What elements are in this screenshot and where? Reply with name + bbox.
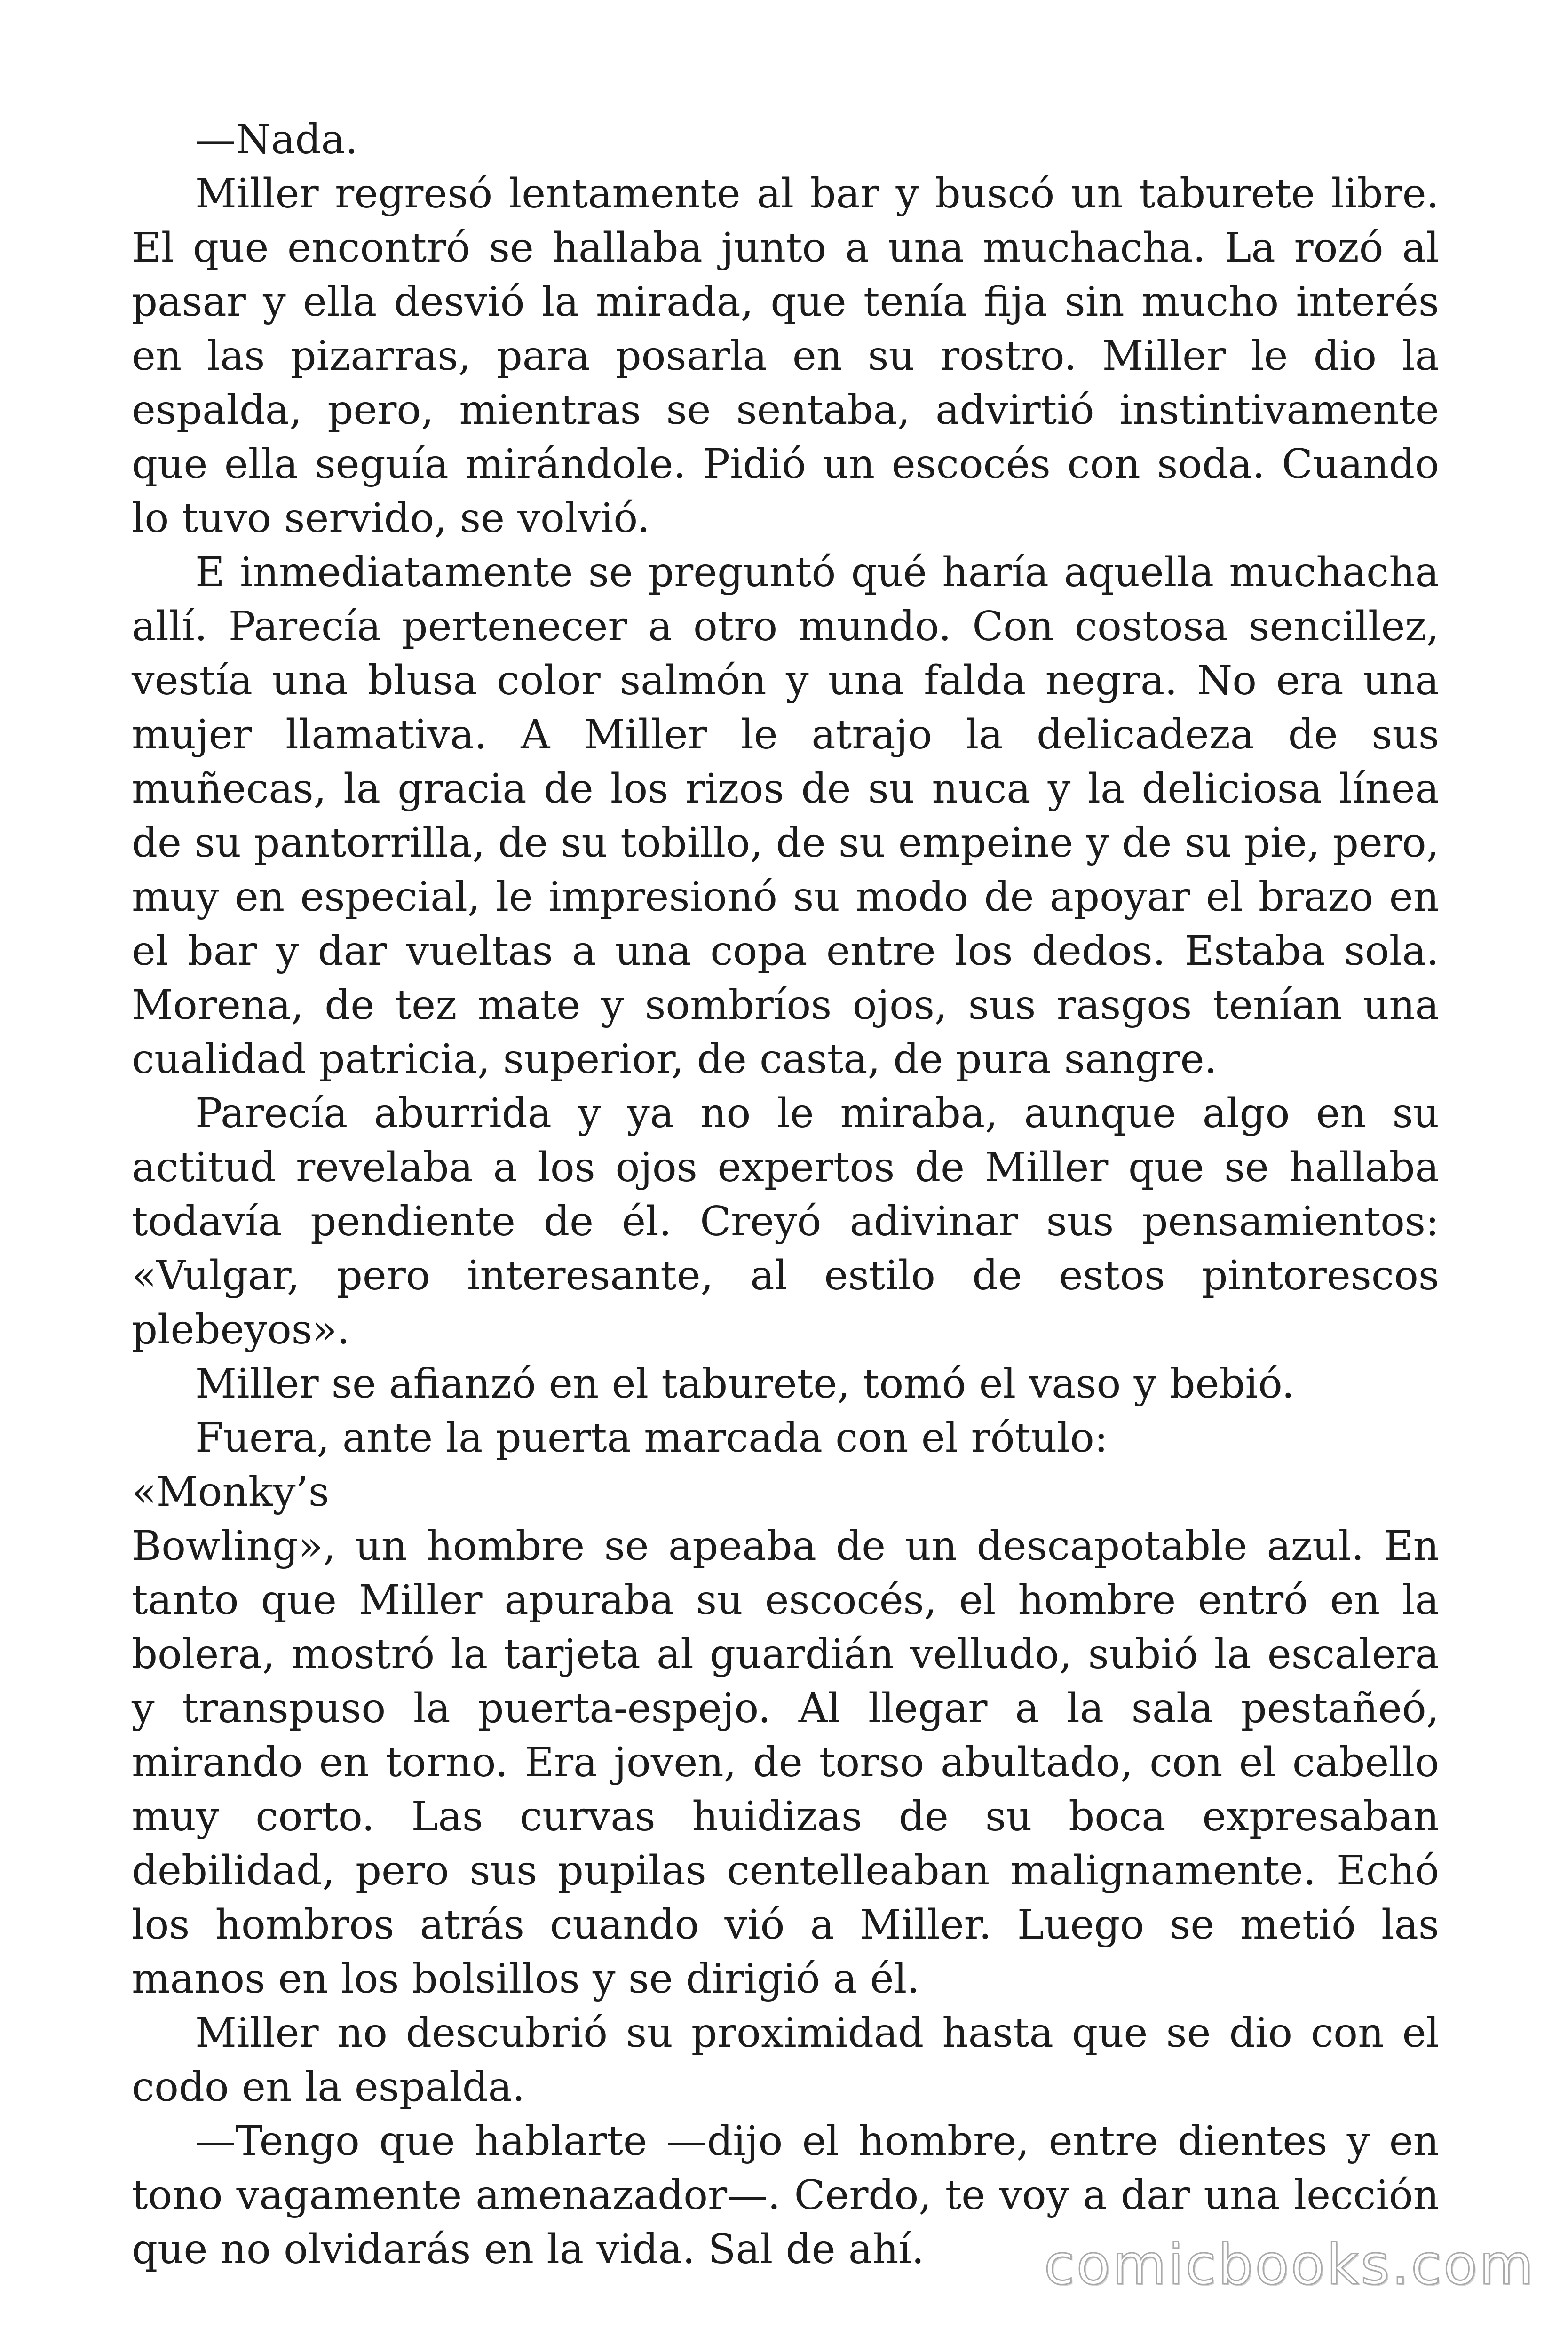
paragraph-7: «Monky’s bbox=[132, 1469, 330, 1516]
paragraph-9: Miller no descubrió su proximidad hasta que se dio con el codo en la espalda. bbox=[132, 2010, 1439, 2111]
paragraph-3: E inmediatamente se preguntó qué haría aquella muchacha allí. Parecía pertenecer a otro mundo. Con costosa sencillez, vestía una blusa color salmón y una falda negra. No era una mujer llamativa. A Miller le atrajo la delicadeza de sus muñecas, la gracia de los rizos de su nuca y la deliciosa línea de su pantorrilla, de su tobillo, de su empeine y de su pie, pero, muy en especial, le impresionó su modo de apoyar el brazo en el bar y dar vueltas a una copa entre los dedos. Estaba sola. Morena, de tez mate y sombríos ojos, sus rasgos tenían una cualidad patricia, superior, de casta, de pura sangre. bbox=[132, 549, 1439, 1083]
paragraph-6: Fuera, ante la puerta marcada con el rótulo: bbox=[195, 1414, 1108, 1462]
paragraph-5: Miller se afianzó en el taburete, tomó el vaso y bebió. bbox=[195, 1360, 1295, 1407]
paragraph-1: —Nada. bbox=[195, 116, 358, 163]
paragraph-8: Bowling», un hombre se apeaba de un descapotable azul. En tanto que Miller apuraba su escocés, el hombre entró en la bolera, mostró la tarjeta al guardián velludo, subió la escalera y transpuso la puerta-espejo. Al llegar a la sala pestañeó, mirando en torno. Era joven, de torso abultado, con el cabello muy corto. Las curvas huidizas de su boca expresaban debilidad, pero sus pupilas centelleaban malignamente. Echó los hombros atrás cuando vió a Miller. Luego se metió las manos en los bolsillos y se dirigió a él. bbox=[132, 1523, 1439, 2002]
watermark: comicbooks.com bbox=[1044, 2232, 1535, 2297]
paragraph-2: Miller regresó lentamente al bar y buscó un taburete libre. El que encontró se hallaba junto a una muchacha. La rozó al pasar y ella desvió la mirada, que tenía fija sin mucho interés en las pizarras, para posarla en su rostro. Miller le dio la espalda, pero, mientras se sentaba, advirtió instintivamente que ella seguía mirándole. Pidió un escocés con soda. Cuando lo tuvo servido, se volvió. bbox=[132, 170, 1439, 542]
document-page bbox=[132, 113, 1439, 2277]
paragraph-4: Parecía aburrida y ya no le miraba, aunque algo en su actitud revelaba a los ojos expertos de Miller que se hallaba todavía pendiente de él. Creyó adivinar sus pensamientos: «Vulgar, pero interesante, al estilo de estos pintorescos plebeyos». bbox=[132, 1090, 1439, 1353]
paragraph-10: —Tengo que hablarte —dijo el hombre, entre dientes y en tono vagamente amenazador—. Cerdo, te voy a dar una lección que no olvidarás en la vida. Sal de ahí. bbox=[132, 2118, 1439, 2273]
